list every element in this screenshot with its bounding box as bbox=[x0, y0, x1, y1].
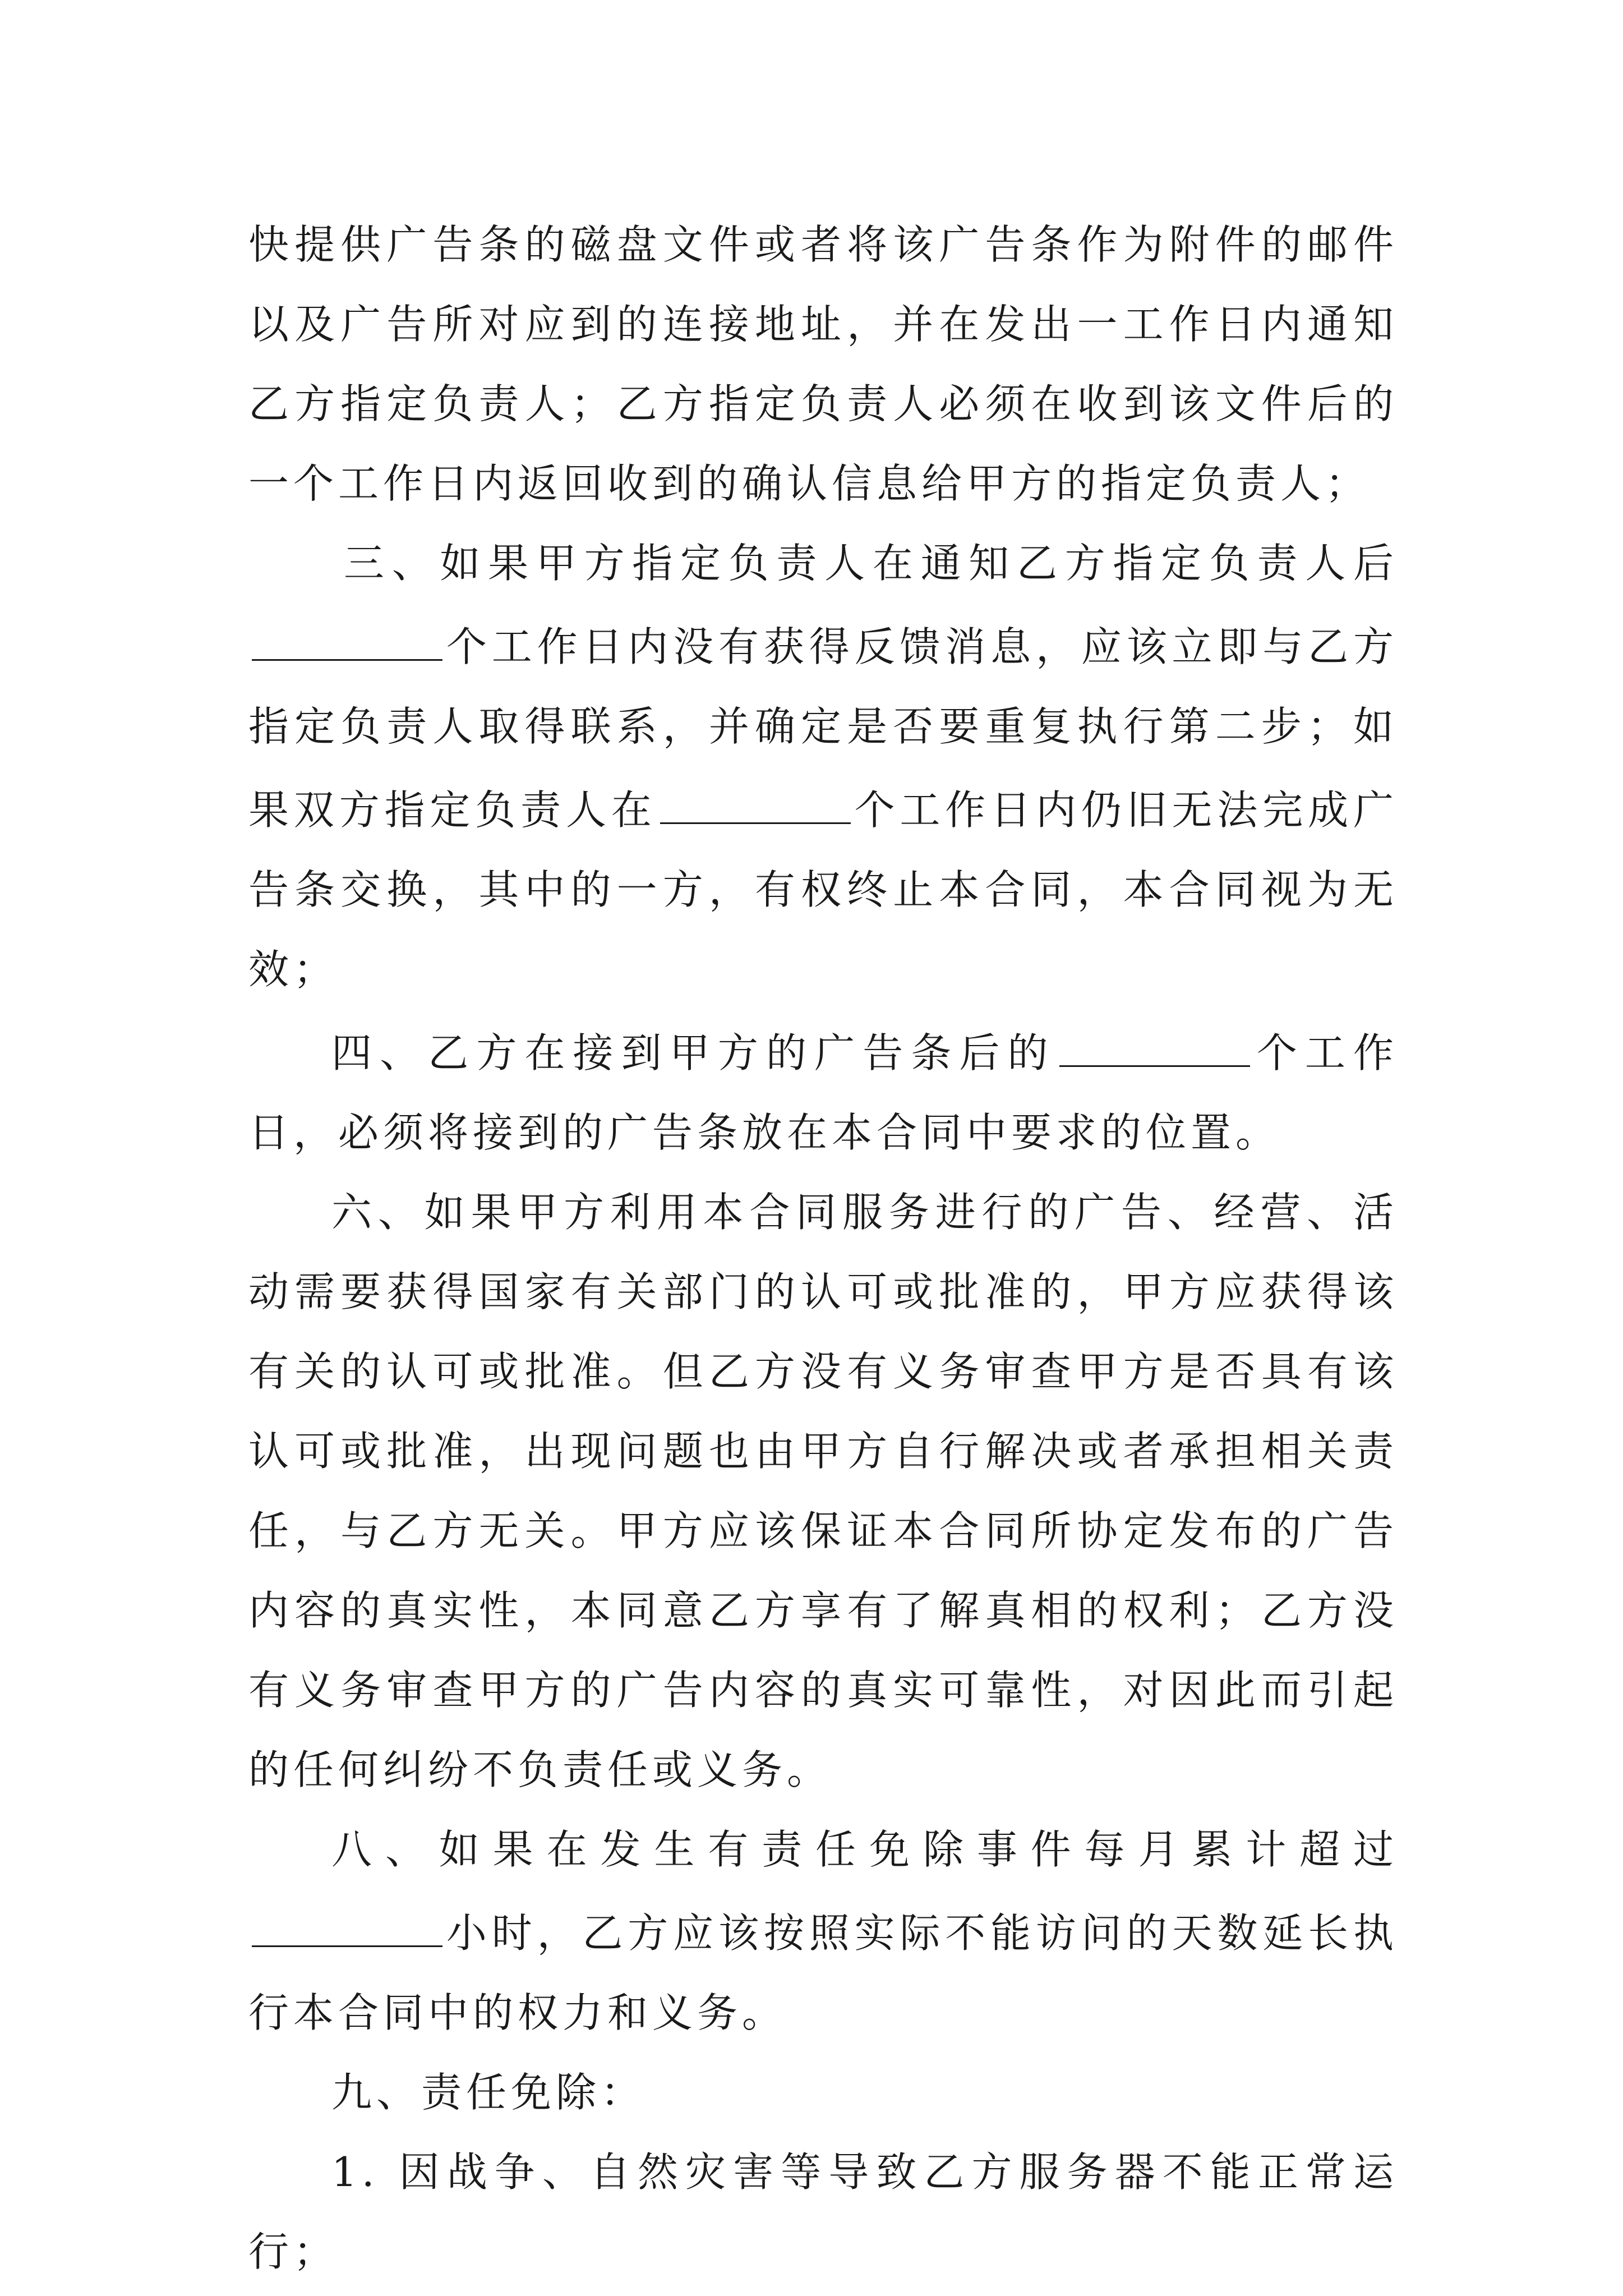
paragraph-text: 八、如果在发生有责任免除事件每月累计超过 bbox=[331, 1826, 1398, 1873]
paragraph-p7 bbox=[248, 2132, 1398, 2292]
paragraph-text: 个工作日，必须将接到的广告条放在本合同中要求的位置。 bbox=[248, 1029, 1398, 1156]
fill-in-blank[interactable] bbox=[660, 766, 851, 824]
paragraph-text: 1. 因战争、自然灾害等导致乙方服务器不能正常运行； bbox=[248, 2148, 1398, 2275]
fill-in-blank[interactable] bbox=[252, 603, 442, 661]
paragraph-text: 小时，乙方应该按照实际不能访问的天数延长执行本合同中的权力和义务。 bbox=[248, 1910, 1398, 2036]
paragraph-p3 bbox=[248, 1009, 1398, 1172]
paragraph-p4 bbox=[248, 1172, 1398, 1810]
paragraph-text: 九、责任免除： bbox=[331, 2069, 646, 2116]
paragraph-text: 个工作日内没有获得反馈消息，应该立即与乙方指定负责人取得联系，并确定是否要重复执行第二步；如果双方指定负责人在 bbox=[248, 623, 1398, 834]
fill-in-blank[interactable] bbox=[252, 1889, 442, 1947]
document-body bbox=[248, 205, 1398, 2292]
paragraph-p1 bbox=[248, 205, 1398, 523]
paragraph-text: 三、如果甲方指定负责人在通知乙方指定负责人后 bbox=[344, 540, 1398, 587]
paragraph-p5 bbox=[248, 1810, 1398, 2053]
paragraph-text: 个工作日内仍旧无法完成广告条交换，其中的一方，有权终止本合同，本合同视为无效； bbox=[248, 786, 1398, 993]
paragraph-text: 四、乙方在接到甲方的广告条后的 bbox=[331, 1029, 1056, 1076]
paragraph-p6 bbox=[248, 2053, 1398, 2132]
fill-in-blank[interactable] bbox=[1059, 1009, 1250, 1067]
paragraph-text: 六、如果甲方利用本合同服务进行的广告、经营、活动需要获得国家有关部门的认可或批准的，甲方应获得该有关的认可或批准。但乙方没有义务审查甲方是否具有该认可或批准，出现问题也由甲方自行解决或者承担相关责任，与乙方无关。甲方应该保证本合同所协定发布的广告内容的真实性，本同意乙方享有了解真相的权利；乙方没有义务审查甲方的广告内容的真实可靠性，对因此而引起的任何纠纷不负责任或义务。 bbox=[248, 1189, 1398, 1793]
paragraph-text: 快提供广告条的磁盘文件或者将该广告条作为附件的邮件以及广告所对应到的连接地址，并在发出一工作日内通知乙方指定负责人；乙方指定负责人必须在收到该文件后的一个工作日内返回收到的确认信息给甲方的指定负责人； bbox=[248, 221, 1398, 507]
paragraph-p2 bbox=[248, 523, 1398, 1009]
